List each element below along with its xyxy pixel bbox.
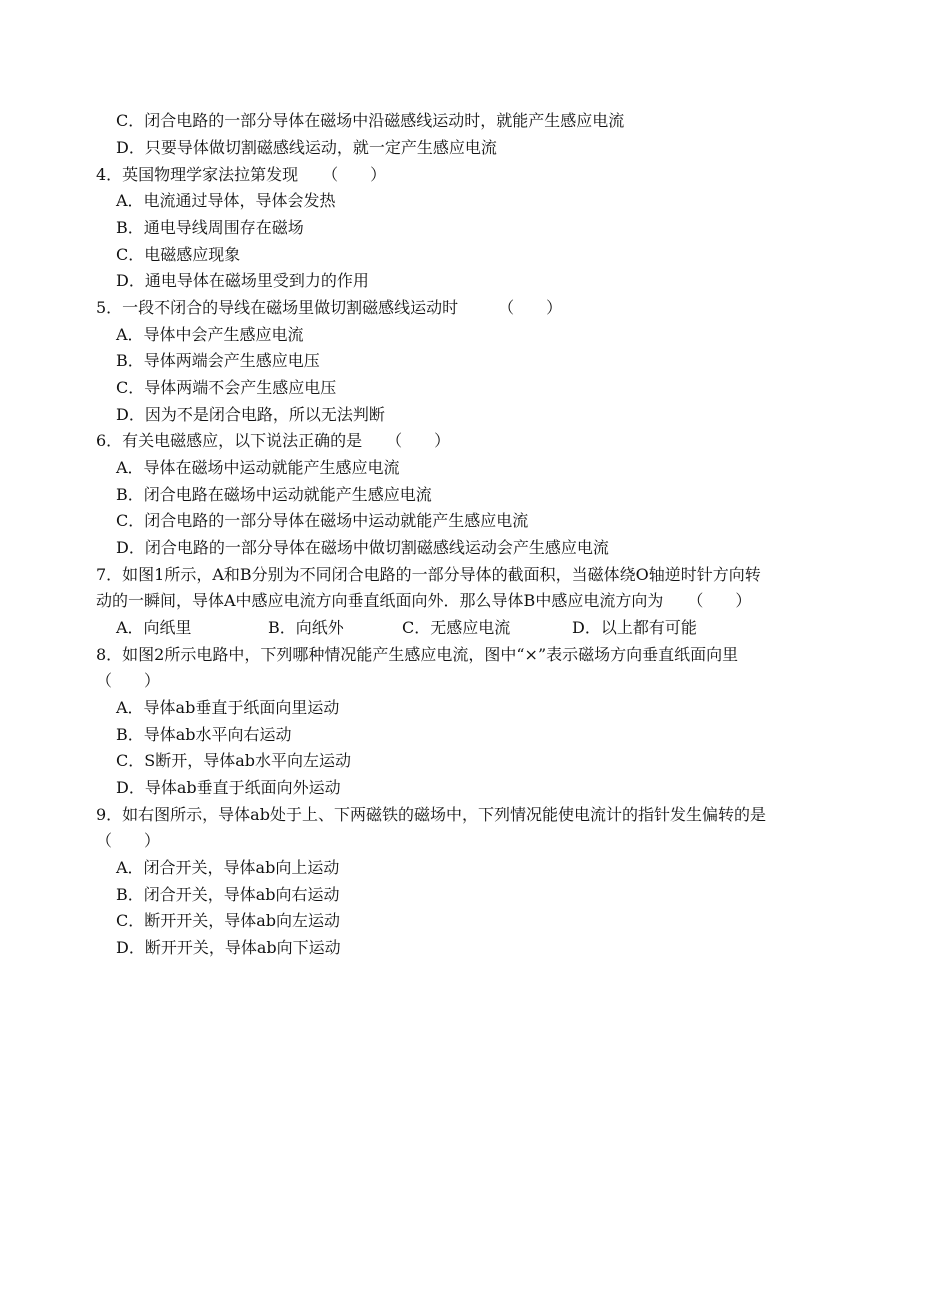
q7-stem-line2: 动的一瞬间，导体A中感应电流方向垂直纸面向外．那么导体B中感应电流方向为 （ ）: [96, 591, 752, 610]
q4-option-c: C．电磁感应现象: [116, 245, 241, 264]
q9-option-b: B．闭合开关，导体ab向右运动: [116, 885, 340, 904]
q9-answer-blank: （ ）: [96, 831, 161, 850]
q6-stem: 6．有关电磁感应，以下说法正确的是 （ ）: [96, 431, 451, 450]
q9-option-c: C．断开开关，导体ab向左运动: [116, 911, 341, 930]
q5-option-d: D．因为不是闭合电路，所以无法判断: [116, 405, 385, 424]
q9-option-d: D．断开开关，导体ab向下运动: [116, 938, 341, 957]
q8-option-a: A．导体ab垂直于纸面向里运动: [116, 698, 340, 717]
q7-option-b: B．向纸外: [268, 618, 344, 637]
q8-stem: 8．如图2所示电路中，下列哪种情况能产生感应电流，图中“×”表示磁场方向垂直纸面向里: [96, 645, 739, 664]
q7-stem-line1: 7．如图1所示，A和B分别为不同闭合电路的一部分导体的截面积，当磁体绕O轴逆时针方向转: [96, 565, 761, 584]
q7-option-a: A．向纸里: [116, 618, 192, 637]
q8-option-c: C．S断开，导体ab水平向左运动: [116, 751, 351, 770]
q3-option-d: D．只要导体做切割磁感线运动，就一定产生感应电流: [116, 138, 497, 157]
q8-option-d: D．导体ab垂直于纸面向外运动: [116, 778, 341, 797]
q7-options-row: [116, 618, 697, 640]
q5-option-b: B．导体两端会产生感应电压: [116, 351, 320, 370]
q5-option-a: A．导体中会产生感应电流: [116, 325, 304, 344]
q9-stem: 9．如右图所示，导体ab处于上、下两磁铁的磁场中，下列情况能使电流计的指针发生偏转的是: [96, 805, 766, 824]
q9-option-a: A．闭合开关，导体ab向上运动: [116, 858, 340, 877]
q6-option-a: A．导体在磁场中运动就能产生感应电流: [116, 458, 400, 477]
q5-stem: 5．一段不闭合的导线在磁场里做切割磁感线运动时 （ ）: [96, 298, 563, 317]
q7-option-d: D．以上都有可能: [572, 618, 697, 637]
q4-option-d: D．通电导体在磁场里受到力的作用: [116, 271, 369, 290]
q6-option-d: D．闭合电路的一部分导体在磁场中做切割磁感线运动会产生感应电流: [116, 538, 609, 557]
q8-option-b: B．导体ab水平向右运动: [116, 725, 292, 744]
q5-option-c: C．导体两端不会产生感应电压: [116, 378, 337, 397]
q4-option-b: B．通电导线周围存在磁场: [116, 218, 304, 237]
q4-option-a: A．电流通过导体，导体会发热: [116, 191, 336, 210]
q8-answer-blank: （ ）: [96, 671, 161, 690]
q6-option-c: C．闭合电路的一部分导体在磁场中运动就能产生感应电流: [116, 511, 529, 530]
q3-option-c: C．闭合电路的一部分导体在磁场中沿磁感线运动时，就能产生感应电流: [116, 111, 625, 130]
q4-stem: 4．英国物理学家法拉第发现 （ ）: [96, 165, 387, 184]
q7-option-c: C．无感应电流: [402, 618, 511, 637]
q6-option-b: B．闭合电路在磁场中运动就能产生感应电流: [116, 485, 432, 504]
